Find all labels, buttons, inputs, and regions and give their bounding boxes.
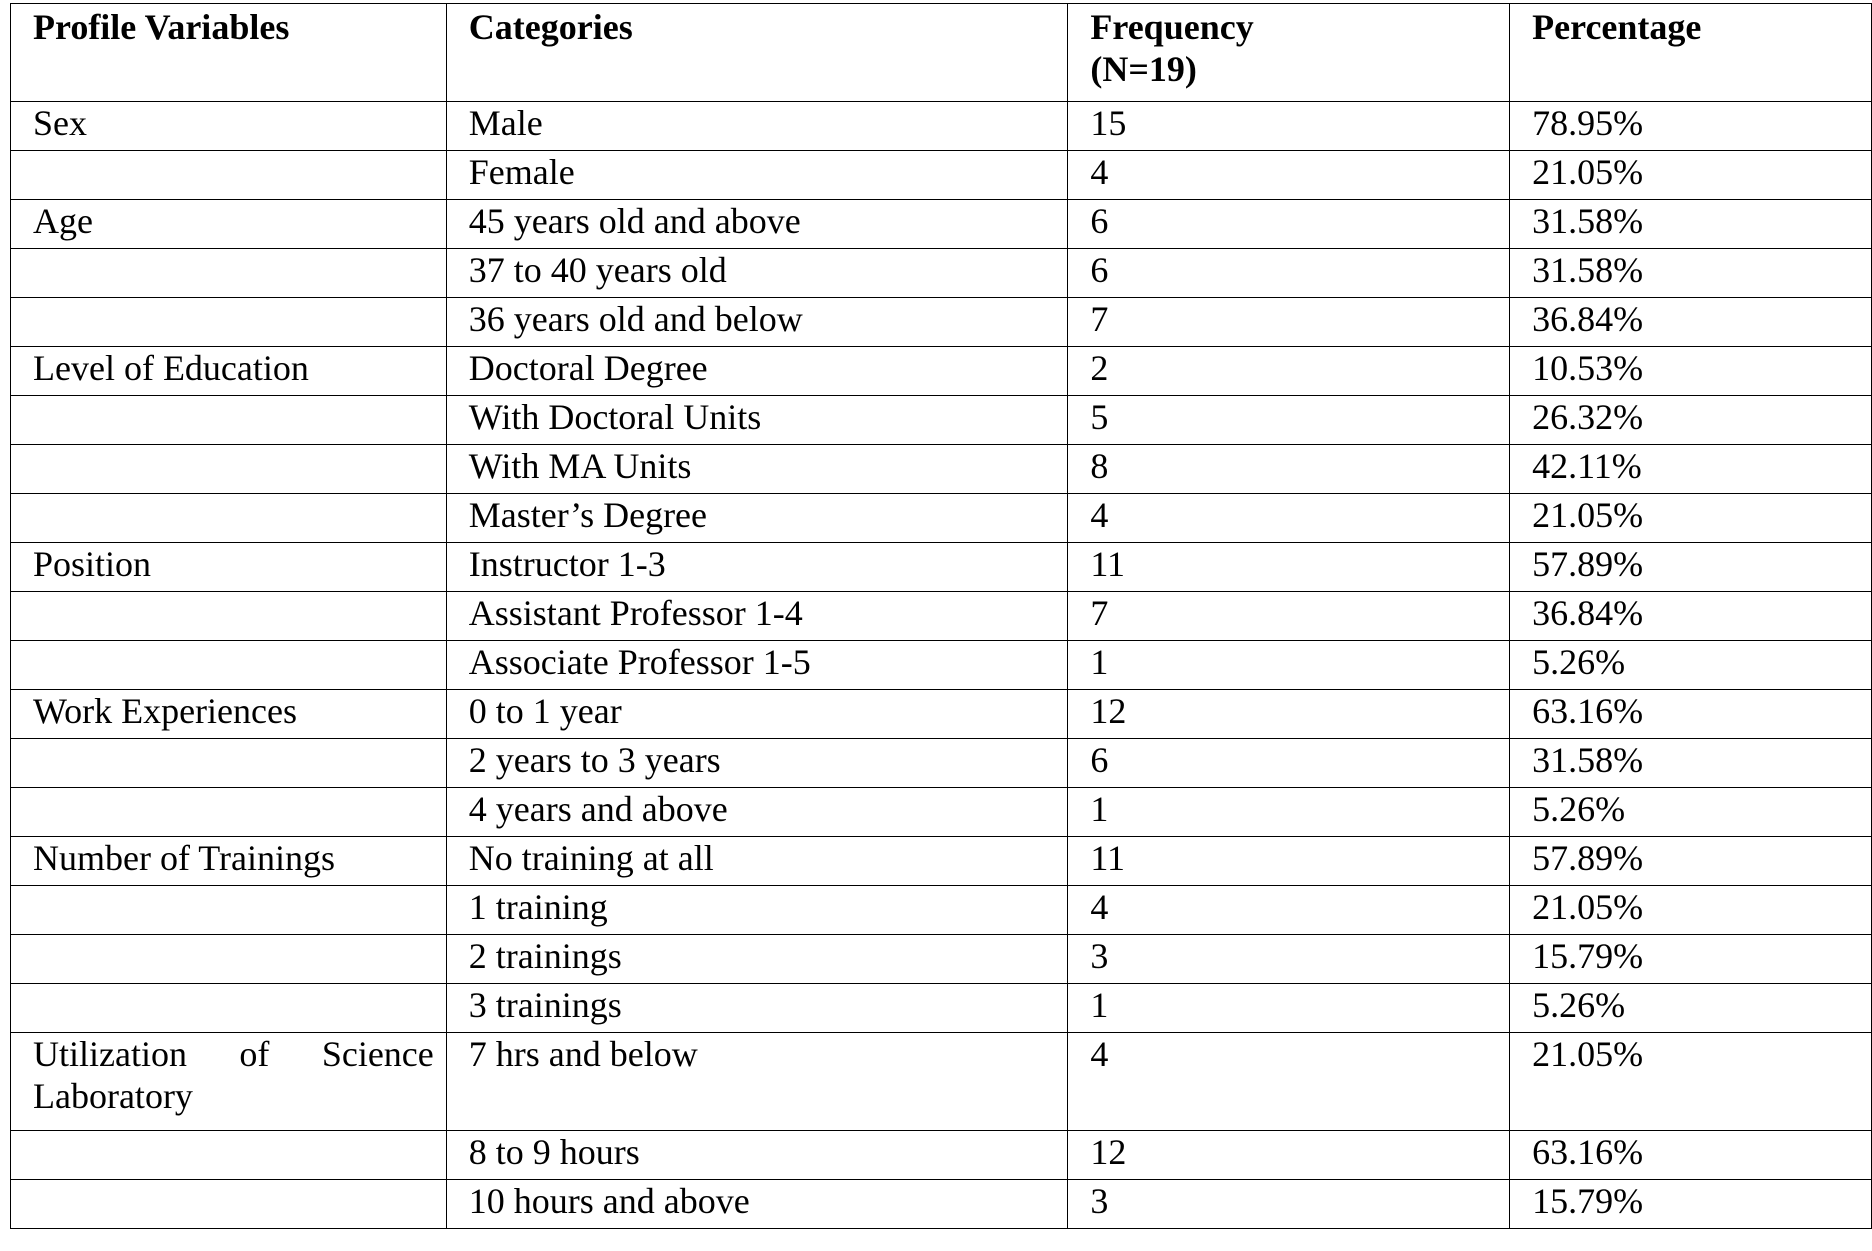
cell-category: 1 training (446, 886, 1068, 935)
table-row (11, 641, 1872, 690)
cell-frequency: 15 (1068, 102, 1510, 151)
cell-percentage: 31.58% (1510, 249, 1872, 298)
cell-category: Male (446, 102, 1068, 151)
cell-percentage: 5.26% (1510, 984, 1872, 1033)
cell-variable (11, 935, 447, 984)
cell-category: Associate Professor 1-5 (446, 641, 1068, 690)
cell-frequency: 7 (1068, 592, 1510, 641)
cell-variable (11, 886, 447, 935)
cell-percentage: 42.11% (1510, 445, 1872, 494)
cell-percentage: 63.16% (1510, 1131, 1872, 1180)
cell-percentage: 26.32% (1510, 396, 1872, 445)
cell-percentage: 36.84% (1510, 298, 1872, 347)
table-row (11, 935, 1872, 984)
cell-category: With MA Units (446, 445, 1068, 494)
cell-category: With Doctoral Units (446, 396, 1068, 445)
cell-variable (11, 151, 447, 200)
table-row (11, 347, 1872, 396)
table-row (11, 200, 1872, 249)
cell-category: No training at all (446, 837, 1068, 886)
cell-variable (11, 445, 447, 494)
cell-frequency: 4 (1068, 886, 1510, 935)
cell-variable: Position (11, 543, 447, 592)
table-row (11, 984, 1872, 1033)
cell-frequency: 5 (1068, 396, 1510, 445)
table-row (11, 298, 1872, 347)
cell-percentage: 15.79% (1510, 1180, 1872, 1229)
cell-variable: Utilization of Science Laboratory (11, 1033, 447, 1131)
header-frequency (1068, 4, 1510, 102)
cell-percentage: 15.79% (1510, 935, 1872, 984)
cell-percentage: 57.89% (1510, 543, 1872, 592)
cell-percentage: 21.05% (1510, 1033, 1872, 1131)
cell-percentage: 31.58% (1510, 200, 1872, 249)
header-frequency-n: (N=19) (1090, 49, 1197, 89)
cell-category: Doctoral Degree (446, 347, 1068, 396)
cell-category: Assistant Professor 1-4 (446, 592, 1068, 641)
cell-frequency: 11 (1068, 837, 1510, 886)
cell-percentage: 5.26% (1510, 788, 1872, 837)
table-row (11, 690, 1872, 739)
cell-variable (11, 396, 447, 445)
cell-frequency: 1 (1068, 984, 1510, 1033)
table-row (11, 445, 1872, 494)
cell-variable (11, 494, 447, 543)
cell-category: 0 to 1 year (446, 690, 1068, 739)
cell-frequency: 8 (1068, 445, 1510, 494)
cell-frequency: 4 (1068, 494, 1510, 543)
cell-percentage: 36.84% (1510, 592, 1872, 641)
table-row (11, 102, 1872, 151)
cell-category: 10 hours and above (446, 1180, 1068, 1229)
cell-category: 4 years and above (446, 788, 1068, 837)
cell-category: 7 hrs and below (446, 1033, 1068, 1131)
cell-frequency: 7 (1068, 298, 1510, 347)
cell-percentage: 5.26% (1510, 641, 1872, 690)
table-row (11, 788, 1872, 837)
cell-variable (11, 592, 447, 641)
cell-variable (11, 1131, 447, 1180)
cell-variable (11, 1180, 447, 1229)
cell-variable: Age (11, 200, 447, 249)
cell-category: Master’s Degree (446, 494, 1068, 543)
cell-variable (11, 739, 447, 788)
cell-variable: Sex (11, 102, 447, 151)
cell-frequency: 6 (1068, 739, 1510, 788)
cell-percentage: 63.16% (1510, 690, 1872, 739)
cell-variable (11, 298, 447, 347)
cell-variable: Work Experiences (11, 690, 447, 739)
cell-percentage: 78.95% (1510, 102, 1872, 151)
table-container (10, 3, 1872, 1229)
table-row (11, 249, 1872, 298)
cell-percentage: 21.05% (1510, 886, 1872, 935)
table-row (11, 151, 1872, 200)
cell-category: 3 trainings (446, 984, 1068, 1033)
cell-percentage: 57.89% (1510, 837, 1872, 886)
table-row (11, 1033, 1872, 1131)
cell-category: 2 trainings (446, 935, 1068, 984)
table-row (11, 837, 1872, 886)
table-row (11, 543, 1872, 592)
cell-frequency: 6 (1068, 200, 1510, 249)
header-profile-variables: Profile Variables (11, 4, 447, 102)
cell-percentage: 21.05% (1510, 494, 1872, 543)
cell-variable (11, 984, 447, 1033)
cell-category: Instructor 1-3 (446, 543, 1068, 592)
cell-category: 8 to 9 hours (446, 1131, 1068, 1180)
cell-frequency: 4 (1068, 1033, 1510, 1131)
cell-variable: Level of Education (11, 347, 447, 396)
table-row (11, 886, 1872, 935)
header-percentage: Percentage (1510, 4, 1872, 102)
table-row (11, 1131, 1872, 1180)
cell-frequency: 1 (1068, 641, 1510, 690)
header-row (11, 4, 1872, 102)
cell-frequency: 3 (1068, 935, 1510, 984)
table-row (11, 494, 1872, 543)
cell-variable: Number of Trainings (11, 837, 447, 886)
table-row (11, 1180, 1872, 1229)
cell-category: 45 years old and above (446, 200, 1068, 249)
cell-variable (11, 641, 447, 690)
cell-category: 2 years to 3 years (446, 739, 1068, 788)
cell-variable (11, 788, 447, 837)
cell-frequency: 11 (1068, 543, 1510, 592)
cell-category: 37 to 40 years old (446, 249, 1068, 298)
cell-category: Female (446, 151, 1068, 200)
cell-percentage: 21.05% (1510, 151, 1872, 200)
table-row (11, 396, 1872, 445)
cell-frequency: 1 (1068, 788, 1510, 837)
cell-percentage: 31.58% (1510, 739, 1872, 788)
cell-frequency: 3 (1068, 1180, 1510, 1229)
cell-frequency: 6 (1068, 249, 1510, 298)
cell-frequency: 2 (1068, 347, 1510, 396)
cell-frequency: 12 (1068, 690, 1510, 739)
cell-frequency: 12 (1068, 1131, 1510, 1180)
header-frequency-label: Frequency (1090, 7, 1254, 47)
cell-percentage: 10.53% (1510, 347, 1872, 396)
cell-category: 36 years old and below (446, 298, 1068, 347)
table-row (11, 592, 1872, 641)
table-row (11, 739, 1872, 788)
cell-frequency: 4 (1068, 151, 1510, 200)
cell-variable (11, 249, 447, 298)
profile-table (10, 3, 1872, 1229)
header-categories: Categories (446, 4, 1068, 102)
